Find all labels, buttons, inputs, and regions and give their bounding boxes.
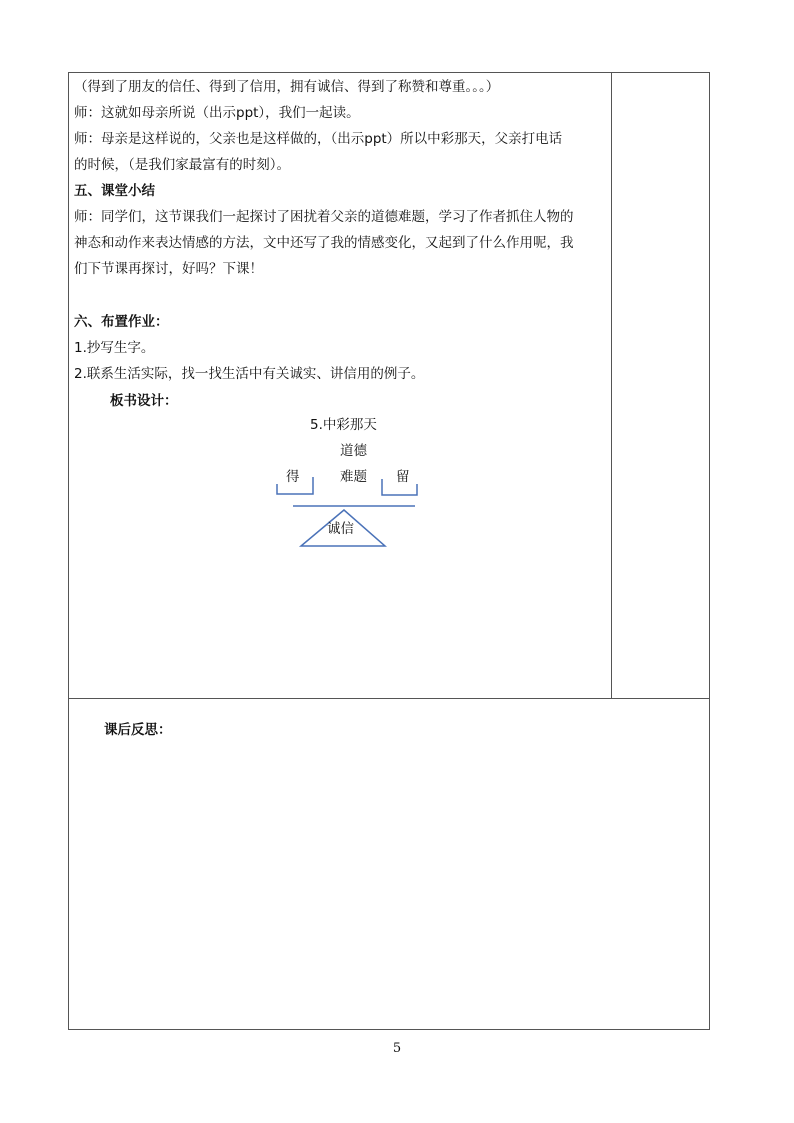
page-number: 5 — [392, 1041, 402, 1056]
board-word-middle: 难题 — [340, 469, 367, 485]
homework-item: 2.联系生活实际，找一找生活中有关诚实、讲信用的例子。 — [74, 366, 425, 382]
text-line: （得到了朋友的信任、得到了信用，拥有诚信、得到了称赞和尊重。。。） — [74, 79, 500, 95]
board-word-base: 诚信 — [327, 521, 354, 537]
board-word-left: 得 — [286, 469, 300, 485]
column-divider — [611, 73, 612, 698]
board-design-label: 板书设计： — [110, 393, 178, 409]
row-divider — [69, 698, 709, 699]
balance-scale-drawing — [260, 412, 460, 572]
board-title: 5.中彩那天 — [310, 417, 377, 433]
reflection-label: 课后反思： — [104, 722, 172, 738]
board-word-right: 留 — [396, 469, 410, 485]
text-line: 神态和动作来表达情感的方法，文中还写了我的情感变化，又起到了什么作用呢，我 — [74, 235, 574, 251]
text-line: 师：这就如母亲所说（出示ppt），我们一起读。 — [74, 105, 360, 121]
homework-item: 1.抄写生字。 — [74, 340, 155, 356]
text-line: 的时候，（是我们家最富有的时刻）。 — [74, 157, 290, 173]
text-line: 们下节课再探讨，好吗？下课！ — [74, 261, 263, 277]
text-line: 师：母亲是这样说的，父亲也是这样做的，（出示ppt）所以中彩那天，父亲打电话 — [74, 131, 563, 147]
board-diagram — [260, 412, 460, 572]
text-line: 师：同学们，这节课我们一起探讨了困扰着父亲的道德难题，学习了作者抓住人物的 — [74, 209, 574, 225]
section-heading: 五、课堂小结 — [74, 183, 155, 199]
board-word-top: 道德 — [340, 443, 367, 459]
section-heading: 六、布置作业： — [74, 314, 169, 330]
